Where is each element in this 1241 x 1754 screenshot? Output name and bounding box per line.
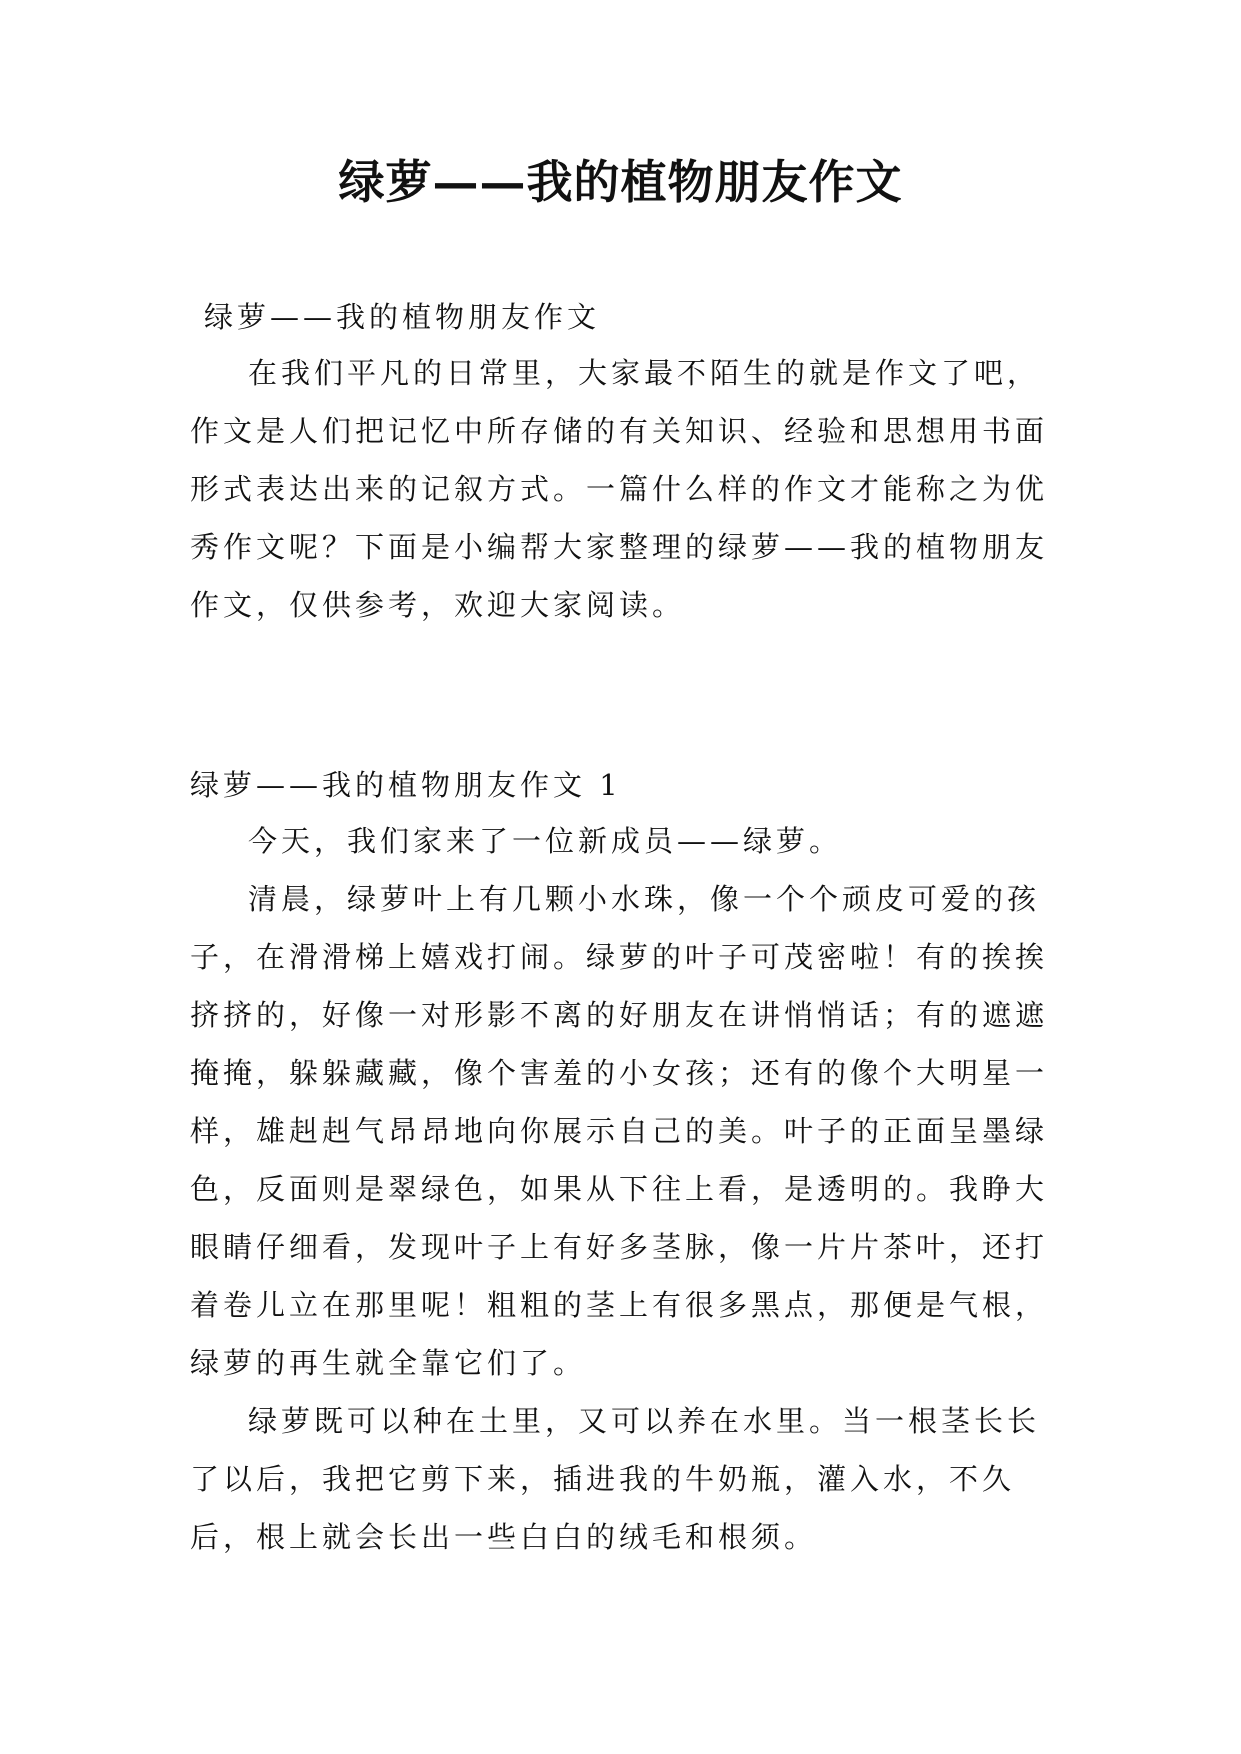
intro-paragraph-block [190,344,1070,634]
section-heading: 绿萝——我的植物朋友作文 1 [190,768,622,802]
document-title: 绿萝——我的植物朋友作文 [338,155,903,209]
body-paragraph-3: 绿萝既可以种在土里，又可以养在水里。当一根茎长长了以后，我把它剪下来，插进我的牛奶瓶，灌入水，不久后，根上就会长出一些白白的绒毛和根须。 [190,1404,1041,1554]
body-paragraph-2: 清晨，绿萝叶上有几颗小水珠，像一个个顽皮可爱的孩子，在滑滑梯上嬉戏打闹。绿萝的叶子可茂密啦！有的挨挨挤挤的，好像一对形影不离的好朋友在讲悄悄话；有的遮遮掩掩，躲躲藏藏，像个害羞的小女孩；还有的像个大明星一样，雄赳赳气昂昂地向你展示自己的美。叶子的正面呈墨绿色，反面则是翠绿色，如果从下往上看，是透明的。我睁大眼睛仔细看，发现叶子上有好多茎脉，像一片片茶叶，还打着卷儿立在那里呢！粗粗的茎上有很多黑点，那便是气根，绿萝的再生就全靠它们了。 [190,882,1049,1380]
intro-paragraph: 在我们平凡的日常里，大家最不陌生的就是作文了吧，作文是人们把记忆中所存储的有关知识、经验和思想用书面形式表达出来的记叙方式。一篇什么样的作文才能称之为优秀作文呢？下面是小编帮大家整理的绿萝——我的植物朋友作文，仅供参考，欢迎大家阅读。 [190,356,1049,622]
body-paragraph-1: 今天，我们家来了一位新成员——绿萝。 [248,824,843,858]
section-body [190,812,1070,1566]
document-subtitle: 绿萝——我的植物朋友作文 [204,300,601,334]
